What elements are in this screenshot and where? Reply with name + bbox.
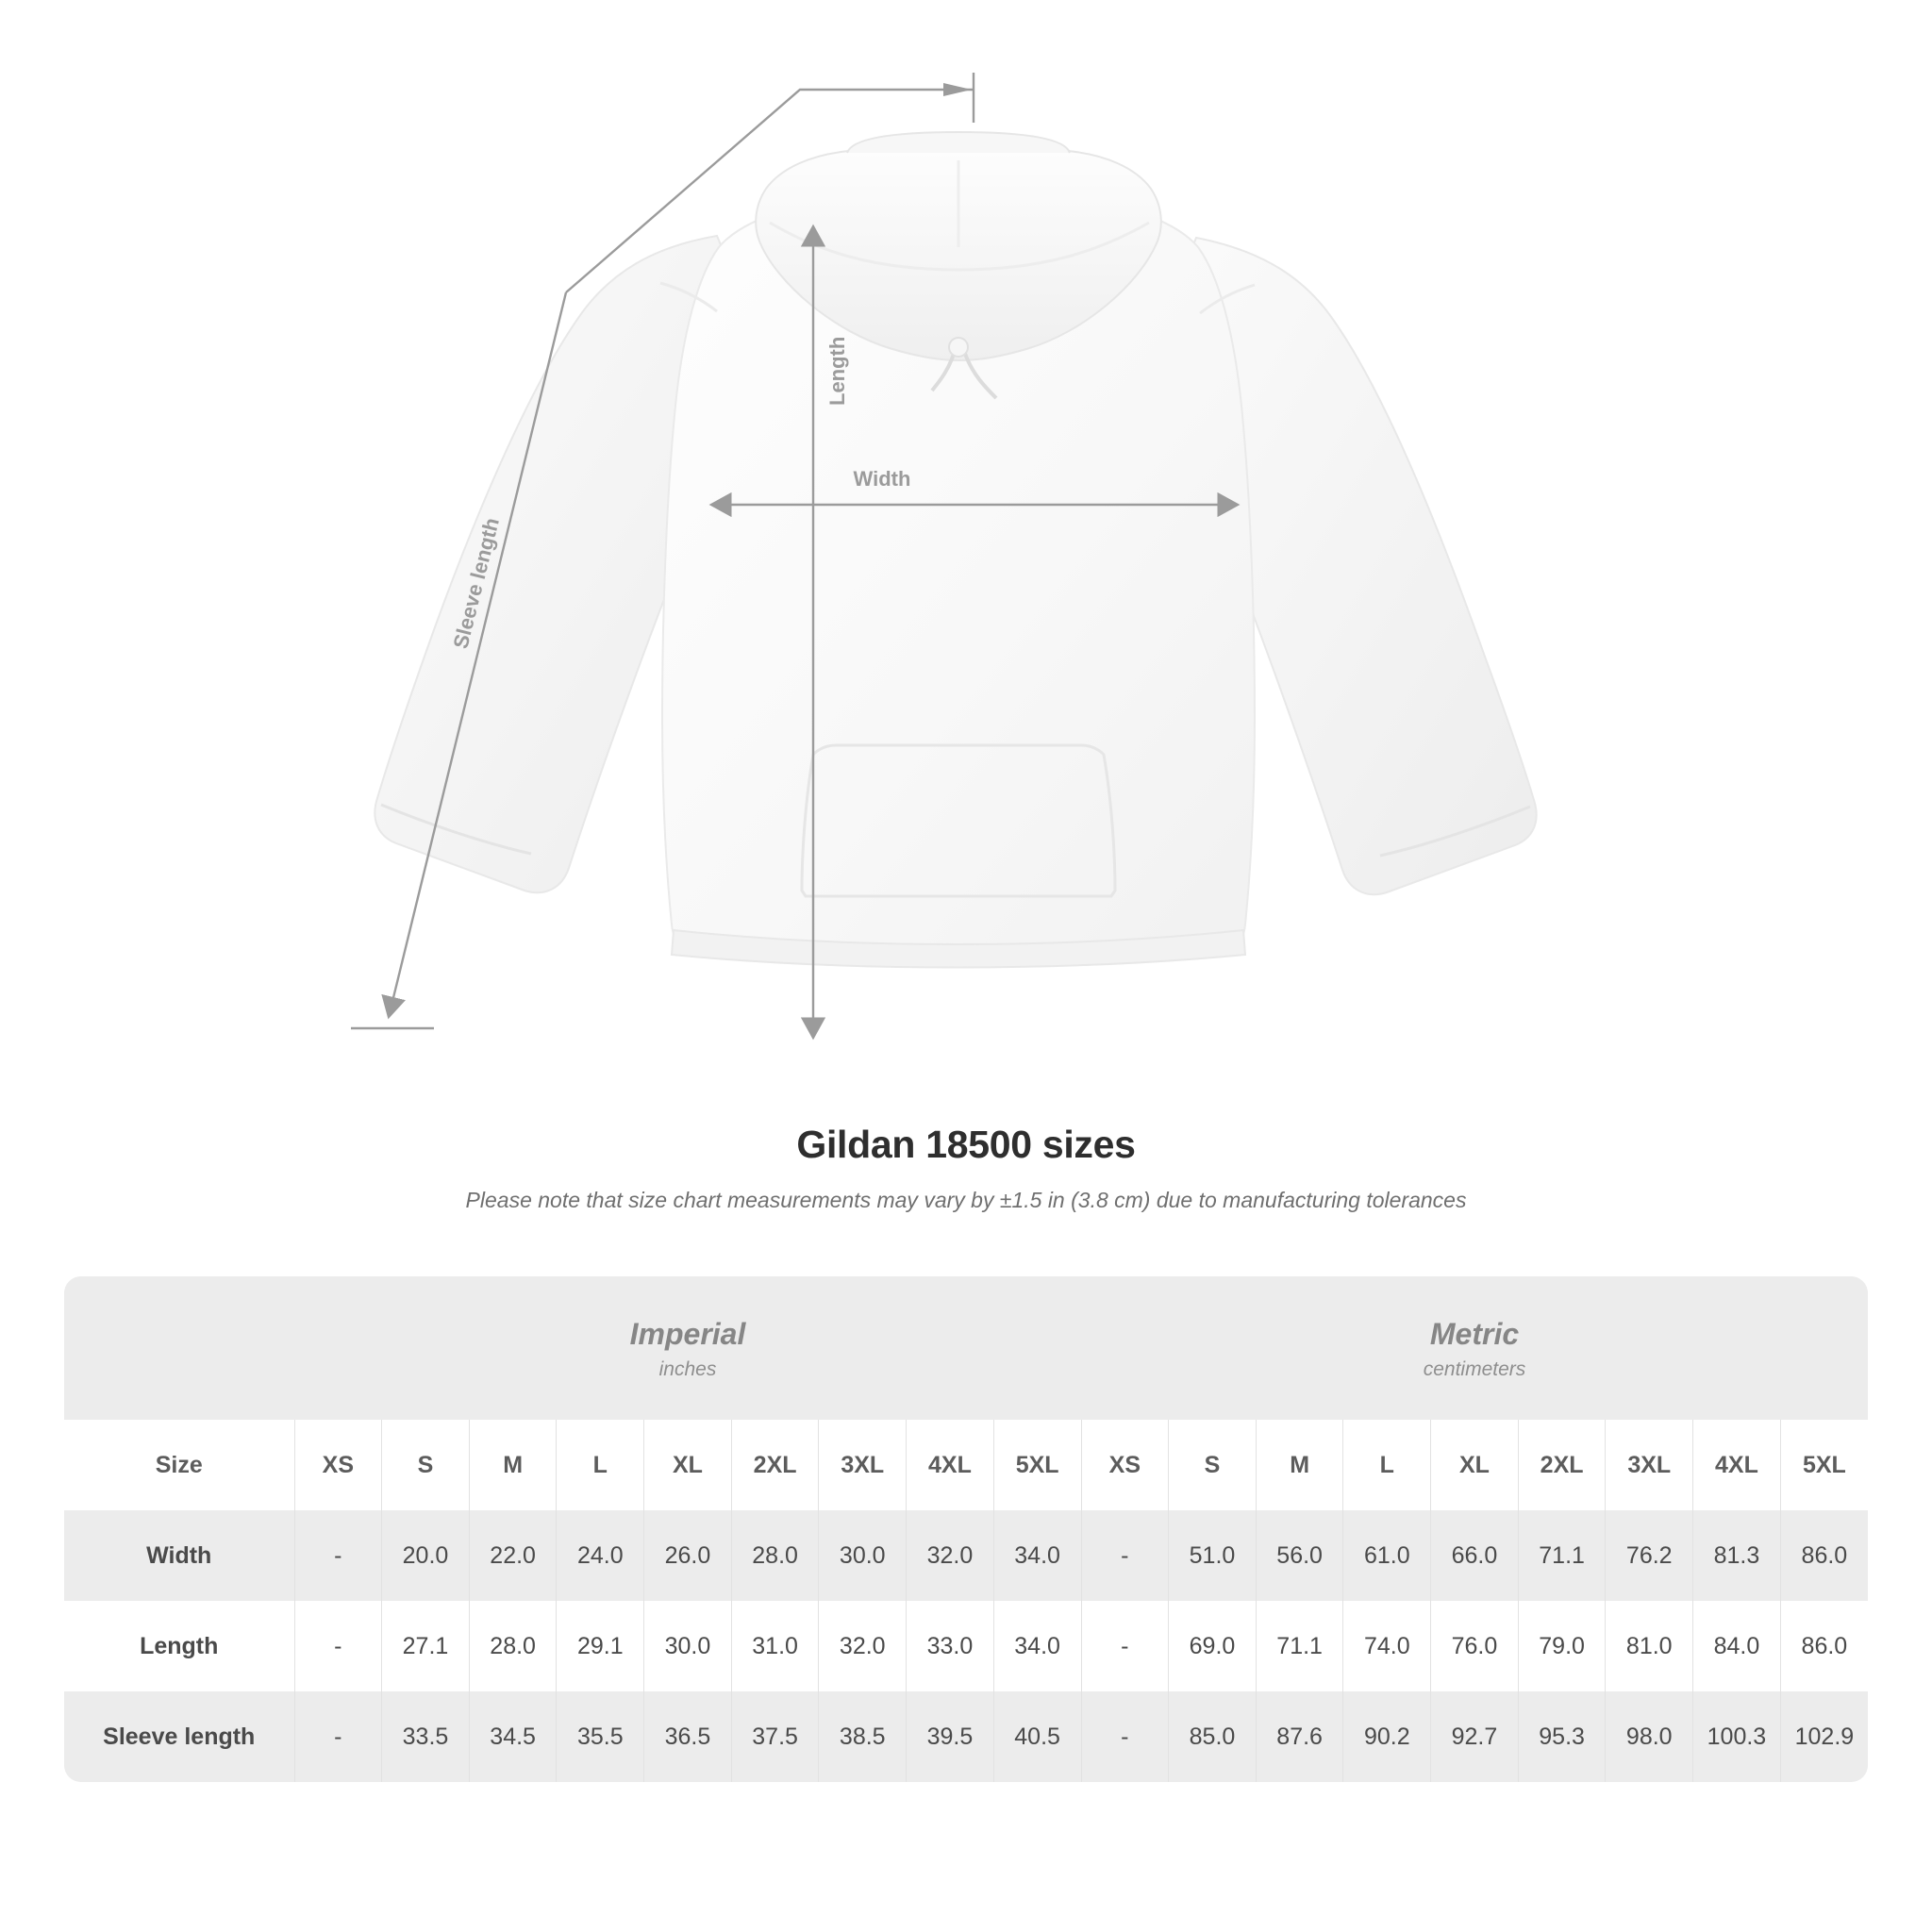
hoodie-garment [375, 132, 1536, 968]
size-table [64, 1276, 1868, 1782]
col-header-4xl-met: 4XL [1693, 1420, 1781, 1510]
cell-sleeve-m-met: 87.6 [1256, 1691, 1343, 1782]
cell-width-m-met: 56.0 [1256, 1510, 1343, 1601]
cell-length-m-imp: 28.0 [469, 1601, 557, 1691]
unit-name-imperial: Imperial [629, 1317, 746, 1351]
col-header-xs-imp: XS [294, 1420, 382, 1510]
cell-width-3xl-met: 76.2 [1606, 1510, 1693, 1601]
cell-sleeve-xs-met: - [1081, 1691, 1169, 1782]
cell-sleeve-3xl-imp: 38.5 [819, 1691, 907, 1782]
cell-sleeve-xl-imp: 36.5 [644, 1691, 732, 1782]
cell-sleeve-l-imp: 35.5 [557, 1691, 644, 1782]
cell-sleeve-xl-met: 92.7 [1431, 1691, 1519, 1782]
unit-sub-metric: centimeters [1423, 1358, 1526, 1380]
col-header-s-met: S [1169, 1420, 1257, 1510]
col-header-xl-met: XL [1431, 1420, 1519, 1510]
cell-sleeve-4xl-imp: 39.5 [907, 1691, 994, 1782]
length-label: Length [825, 336, 849, 406]
cell-sleeve-4xl-met: 100.3 [1693, 1691, 1781, 1782]
col-header-5xl-met: 5XL [1780, 1420, 1868, 1510]
unit-name-metric: Metric [1429, 1317, 1520, 1351]
cell-length-5xl-imp: 34.0 [993, 1601, 1081, 1691]
cell-length-m-met: 71.1 [1256, 1601, 1343, 1691]
cell-width-s-met: 51.0 [1169, 1510, 1257, 1601]
cell-sleeve-2xl-met: 95.3 [1518, 1691, 1606, 1782]
cell-width-5xl-imp: 34.0 [993, 1510, 1081, 1601]
cell-width-m-imp: 22.0 [469, 1510, 557, 1601]
table-row [64, 1510, 1868, 1601]
unit-sub-imperial: inches [658, 1358, 717, 1380]
cell-sleeve-l-met: 90.2 [1343, 1691, 1431, 1782]
unit-header-spacer [64, 1276, 294, 1420]
col-header-l-imp: L [557, 1420, 644, 1510]
cell-length-2xl-imp: 31.0 [731, 1601, 819, 1691]
row-label-header: Size [64, 1420, 294, 1510]
cell-length-4xl-met: 84.0 [1693, 1601, 1781, 1691]
cell-width-5xl-met: 86.0 [1780, 1510, 1868, 1601]
col-header-3xl-imp: 3XL [819, 1420, 907, 1510]
cell-width-xl-imp: 26.0 [644, 1510, 732, 1601]
cell-width-4xl-met: 81.3 [1693, 1510, 1781, 1601]
cell-length-4xl-imp: 33.0 [907, 1601, 994, 1691]
cell-length-s-met: 69.0 [1169, 1601, 1257, 1691]
cell-length-xl-imp: 30.0 [644, 1601, 732, 1691]
cell-sleeve-2xl-imp: 37.5 [731, 1691, 819, 1782]
row-label-sleeve-length: Sleeve length [64, 1691, 294, 1782]
cell-width-2xl-imp: 28.0 [731, 1510, 819, 1601]
col-header-2xl-imp: 2XL [731, 1420, 819, 1510]
col-header-xl-imp: XL [644, 1420, 732, 1510]
cell-length-2xl-met: 79.0 [1518, 1601, 1606, 1691]
unit-header-row [64, 1276, 1868, 1420]
cell-width-l-met: 61.0 [1343, 1510, 1431, 1601]
tolerance-note: Please note that size chart measurements may vary by ±1.5 in (3.8 cm) due to manufacturing tolerances [465, 1188, 1467, 1212]
col-header-m-imp: M [469, 1420, 557, 1510]
cell-length-xs-met: - [1081, 1601, 1169, 1691]
cell-length-l-met: 74.0 [1343, 1601, 1431, 1691]
col-header-2xl-met: 2XL [1518, 1420, 1606, 1510]
cell-sleeve-s-met: 85.0 [1169, 1691, 1257, 1782]
width-label: Width [853, 467, 911, 491]
column-header-row [64, 1420, 1868, 1510]
cell-width-l-imp: 24.0 [557, 1510, 644, 1601]
page-title: Gildan 18500 sizes [796, 1123, 1136, 1166]
col-header-s-imp: S [382, 1420, 470, 1510]
sleeve-leader-arrowhead [943, 83, 972, 96]
col-header-4xl-imp: 4XL [907, 1420, 994, 1510]
cell-width-3xl-imp: 30.0 [819, 1510, 907, 1601]
col-header-m-met: M [1256, 1420, 1343, 1510]
cell-sleeve-3xl-met: 98.0 [1606, 1691, 1693, 1782]
unit-header-imperial [294, 1276, 1081, 1420]
cell-width-4xl-imp: 32.0 [907, 1510, 994, 1601]
cell-width-xs-imp: - [294, 1510, 382, 1601]
drawstring-knot [949, 338, 968, 357]
hood-top [847, 132, 1070, 153]
cell-length-5xl-met: 86.0 [1780, 1601, 1868, 1691]
cell-width-xl-met: 66.0 [1431, 1510, 1519, 1601]
row-label-width: Width [64, 1510, 294, 1601]
cell-sleeve-5xl-met: 102.9 [1780, 1691, 1868, 1782]
title-block [0, 1123, 1932, 1213]
cell-length-l-imp: 29.1 [557, 1601, 644, 1691]
cell-length-xs-imp: - [294, 1601, 382, 1691]
unit-header-metric [1081, 1276, 1868, 1420]
cell-length-3xl-imp: 32.0 [819, 1601, 907, 1691]
table-row [64, 1601, 1868, 1691]
cell-length-s-imp: 27.1 [382, 1601, 470, 1691]
cell-length-3xl-met: 81.0 [1606, 1601, 1693, 1691]
cell-sleeve-s-imp: 33.5 [382, 1691, 470, 1782]
col-header-l-met: L [1343, 1420, 1431, 1510]
row-label-length: Length [64, 1601, 294, 1691]
size-table-container [64, 1276, 1868, 1782]
cell-width-s-imp: 20.0 [382, 1510, 470, 1601]
cell-width-2xl-met: 71.1 [1518, 1510, 1606, 1601]
cell-length-xl-met: 76.0 [1431, 1601, 1519, 1691]
cell-sleeve-5xl-imp: 40.5 [993, 1691, 1081, 1782]
sleeve-length-label: Sleeve length [448, 515, 505, 652]
col-header-5xl-imp: 5XL [993, 1420, 1081, 1510]
table-row [64, 1691, 1868, 1782]
col-header-3xl-met: 3XL [1606, 1420, 1693, 1510]
cell-width-xs-met: - [1081, 1510, 1169, 1601]
col-header-xs-met: XS [1081, 1420, 1169, 1510]
cell-sleeve-m-imp: 34.5 [469, 1691, 557, 1782]
cell-sleeve-xs-imp: - [294, 1691, 382, 1782]
